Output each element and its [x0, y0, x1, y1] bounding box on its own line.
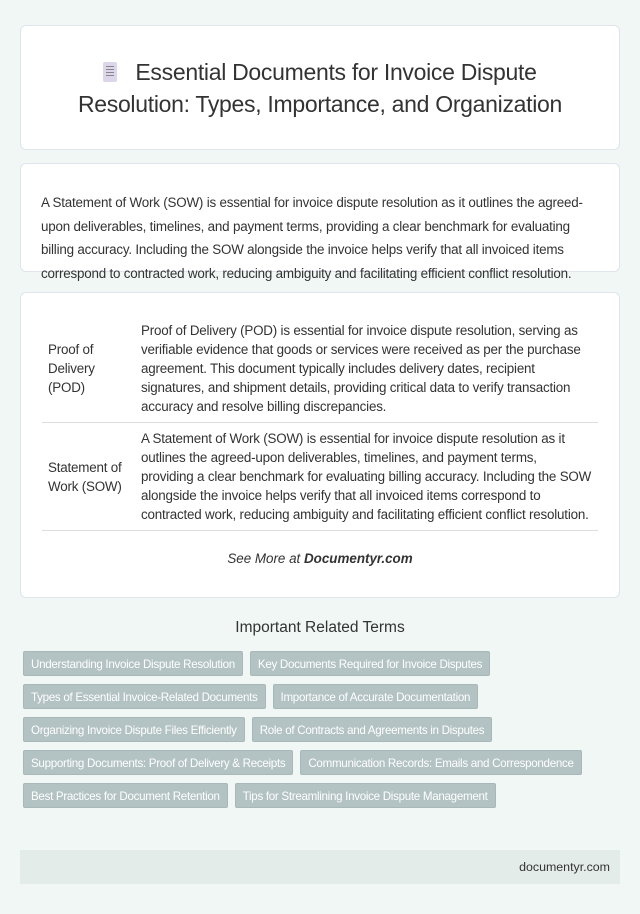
related-term-tag[interactable]: Understanding Invoice Dispute Resolution: [23, 651, 243, 676]
table-row: [42, 315, 598, 423]
page-title: Essential Documents for Invoice Dispute Resolution: Types, Importance, and Organization: [77, 58, 563, 117]
footer-site[interactable]: documentyr.com: [519, 860, 610, 874]
related-term-tag[interactable]: Importance of Accurate Documentation: [273, 684, 479, 709]
intro-text: A Statement of Work (SOW) is essential for invoice dispute resolution as it outlines the agreed-upon deliverables, timelines, and payment terms, providing a clear benchmark for evaluating billing accuracy. Including the SOW alongside the invoice helps verify that all invoiced items correspond to contracted work, reducing ambiguity and facilitating efficient conflict resolution.: [41, 195, 583, 281]
document-scroll-icon: [103, 62, 117, 82]
documents-table-card: [20, 292, 620, 598]
related-terms-heading: Important Related Terms: [235, 619, 405, 636]
footer: [20, 850, 620, 884]
see-more: See More at Documentyr.com: [227, 551, 413, 566]
related-term-tag[interactable]: Types of Essential Invoice-Related Documents: [23, 684, 266, 709]
related-term-tag[interactable]: Communication Records: Emails and Correspondence: [300, 750, 581, 775]
term-cell: Proof of Delivery (POD): [42, 315, 135, 423]
related-terms-list: [23, 651, 613, 808]
documents-table: [42, 315, 598, 531]
related-term-tag[interactable]: Tips for Streamlining Invoice Dispute Management: [235, 783, 496, 808]
table-row: [42, 423, 598, 531]
related-term-tag[interactable]: Organizing Invoice Dispute Files Efficiently: [23, 717, 245, 742]
see-more-link[interactable]: Documentyr.com: [304, 551, 413, 566]
title-card: [20, 25, 620, 150]
description-cell: A Statement of Work (SOW) is essential for invoice dispute resolution as it outlines the agreed-upon deliverables, timelines, and payment terms, providing a clear benchmark for evaluating billing accuracy. Including the SOW alongside the invoice helps verify that all invoiced items correspond to contracted work, reducing ambiguity and facilitating efficient conflict resolution.: [135, 423, 598, 531]
related-term-tag[interactable]: Role of Contracts and Agreements in Disputes: [252, 717, 493, 742]
description-cell: Proof of Delivery (POD) is essential for invoice dispute resolution, serving as verifiable evidence that goods or services were received as per the purchase agreement. This document typically includes delivery dates, recipient signatures, and shipment details, providing critical data to verify transaction accuracy and resolve billing discrepancies.: [135, 315, 598, 423]
related-term-tag[interactable]: Key Documents Required for Invoice Disputes: [250, 651, 490, 676]
related-term-tag[interactable]: Supporting Documents: Proof of Delivery & Receipts: [23, 750, 293, 775]
related-term-tag[interactable]: Best Practices for Document Retention: [23, 783, 228, 808]
intro-card: [20, 163, 620, 281]
term-cell: Statement of Work (SOW): [42, 423, 135, 531]
